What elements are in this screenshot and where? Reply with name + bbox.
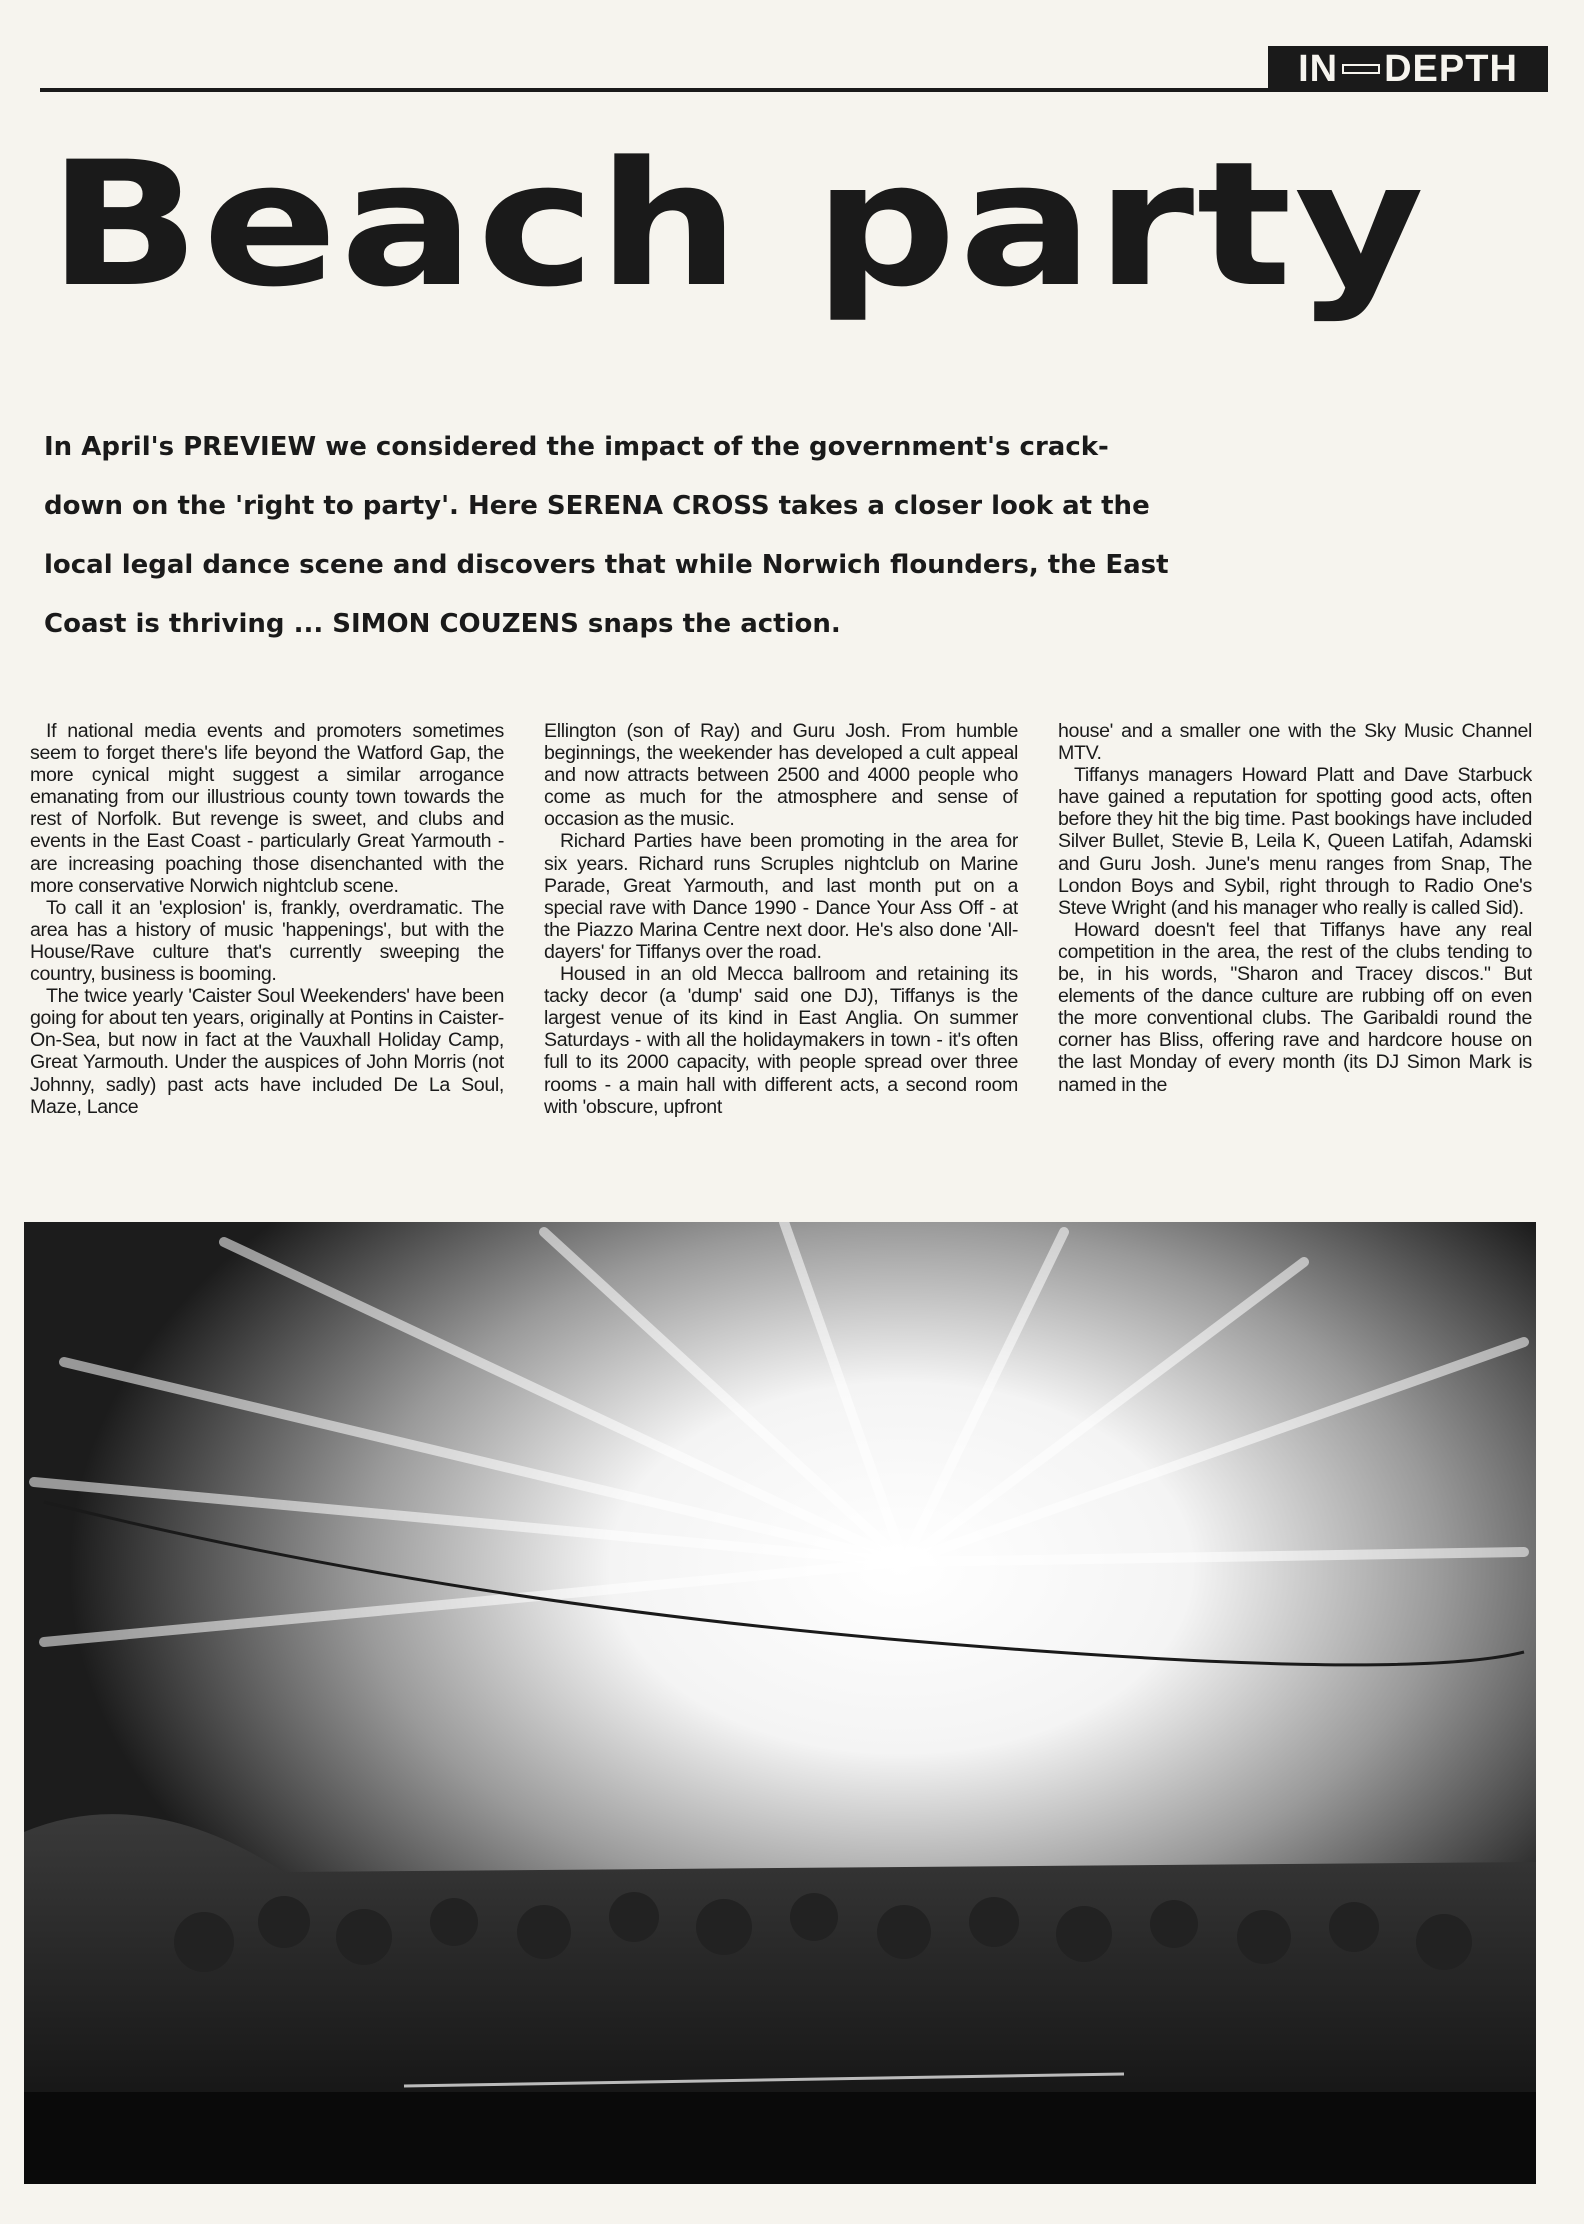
standfirst-line: local legal dance scene and discovers that while Norwich flounders, the East — [44, 550, 1169, 580]
headline: Beach party — [48, 124, 1427, 325]
paragraph: Housed in an old Mecca ballroom and retaining its tacky decor (a 'dump' said one DJ), Tiffanys is the largest venue of its kind in East Anglia. On summer Saturdays - with all the holidaymakers in town - it's often full to its 2000 capacity, with people spread over three rooms - a main hall with different acts, a second room with 'obscure, upfront — [544, 963, 1018, 1118]
rave-photo-illustration — [24, 1222, 1536, 2184]
standfirst-line: In April's PREVIEW we considered the impact of the government's crack- — [44, 432, 1109, 462]
section-tag — [1268, 46, 1548, 92]
paragraph: Ellington (son of Ray) and Guru Josh. From humble beginnings, the weekender has developed a cult appeal and now attracts between 2500 and 4000 people who come as much for the atmosphere and sense of occasion as the music. — [544, 720, 1018, 831]
paragraph: house' and a smaller one with the Sky Music Channel MTV. — [1058, 720, 1532, 765]
standfirst-line: down on the 'right to party'. Here SERENA CROSS takes a closer look at the — [44, 491, 1150, 521]
standfirst-line: Coast is thriving ... SIMON COUZENS snaps the action. — [44, 609, 841, 639]
article-column-3 — [1058, 720, 1532, 1220]
rave-photo — [24, 1222, 1536, 2184]
article-column-2 — [544, 720, 1018, 1220]
paragraph: The twice yearly 'Caister Soul Weekenders' have been going for about ten years, originally at Pontins in Caister-On-Sea, but now in fact at the Vauxhall Holiday Camp, Great Yarmouth. Under the auspices of John Morris (not Johnny, sadly) past acts have included De La Soul, Maze, Lance — [30, 985, 504, 1118]
paragraph: Richard Parties have been promoting in the area for six years. Richard runs Scruples nightclub on Marine Parade, Great Yarmouth, and last month put on a special rave with Dance 1990 - Dance Your Ass Off - at the Piazzo Marina Centre next door. He's also done 'All-dayers' for Tiffanys over the road. — [544, 830, 1018, 963]
dash-icon — [1342, 64, 1380, 74]
article-body — [0, 720, 1584, 1220]
standfirst — [44, 418, 1334, 654]
paragraph: If national media events and promoters sometimes seem to forget there's life beyond the Watford Gap, the more cynical might suggest a similar arrogance emanating from our illustrious county town towards the rest of Norfolk. But revenge is sweet, and clubs and events in the East Coast - particularly Great Yarmouth - are increasing poaching those disenchanted with the more conservative Norwich nightclub scene. — [30, 720, 504, 897]
paragraph: To call it an 'explosion' is, frankly, overdramatic. The area has a history of music 'happenings', but with the House/Rave culture that's currently sweeping the country, business is booming. — [30, 896, 504, 986]
paragraph: Tiffanys managers Howard Platt and Dave Starbuck have gained a reputation for spotting good acts, often before they hit the big time. Past bookings have included Silver Bullet, Stevie B, Leila K, Queen Latifah, Adamski and Guru Josh. June's menu ranges from Snap, The London Boys and Sybil, right through to Radio One's Steve Wright (and his manager who really is called Sid). — [1058, 764, 1532, 919]
section-tag-right: DEPTH — [1384, 48, 1518, 90]
article-column-1 — [30, 720, 504, 1220]
section-tag-left: IN — [1298, 48, 1339, 90]
paragraph: Howard doesn't feel that Tiffanys have any real competition in the area, the rest of the clubs tending to be, in his words, "Sharon and Tracey discos." But elements of the dance culture are rubbing off on even the more conventional clubs. The Garibaldi round the corner has Bliss, offering rave and hardcore house on the last Monday of every month (its DJ Simon Mark is named in the — [1058, 918, 1532, 1096]
